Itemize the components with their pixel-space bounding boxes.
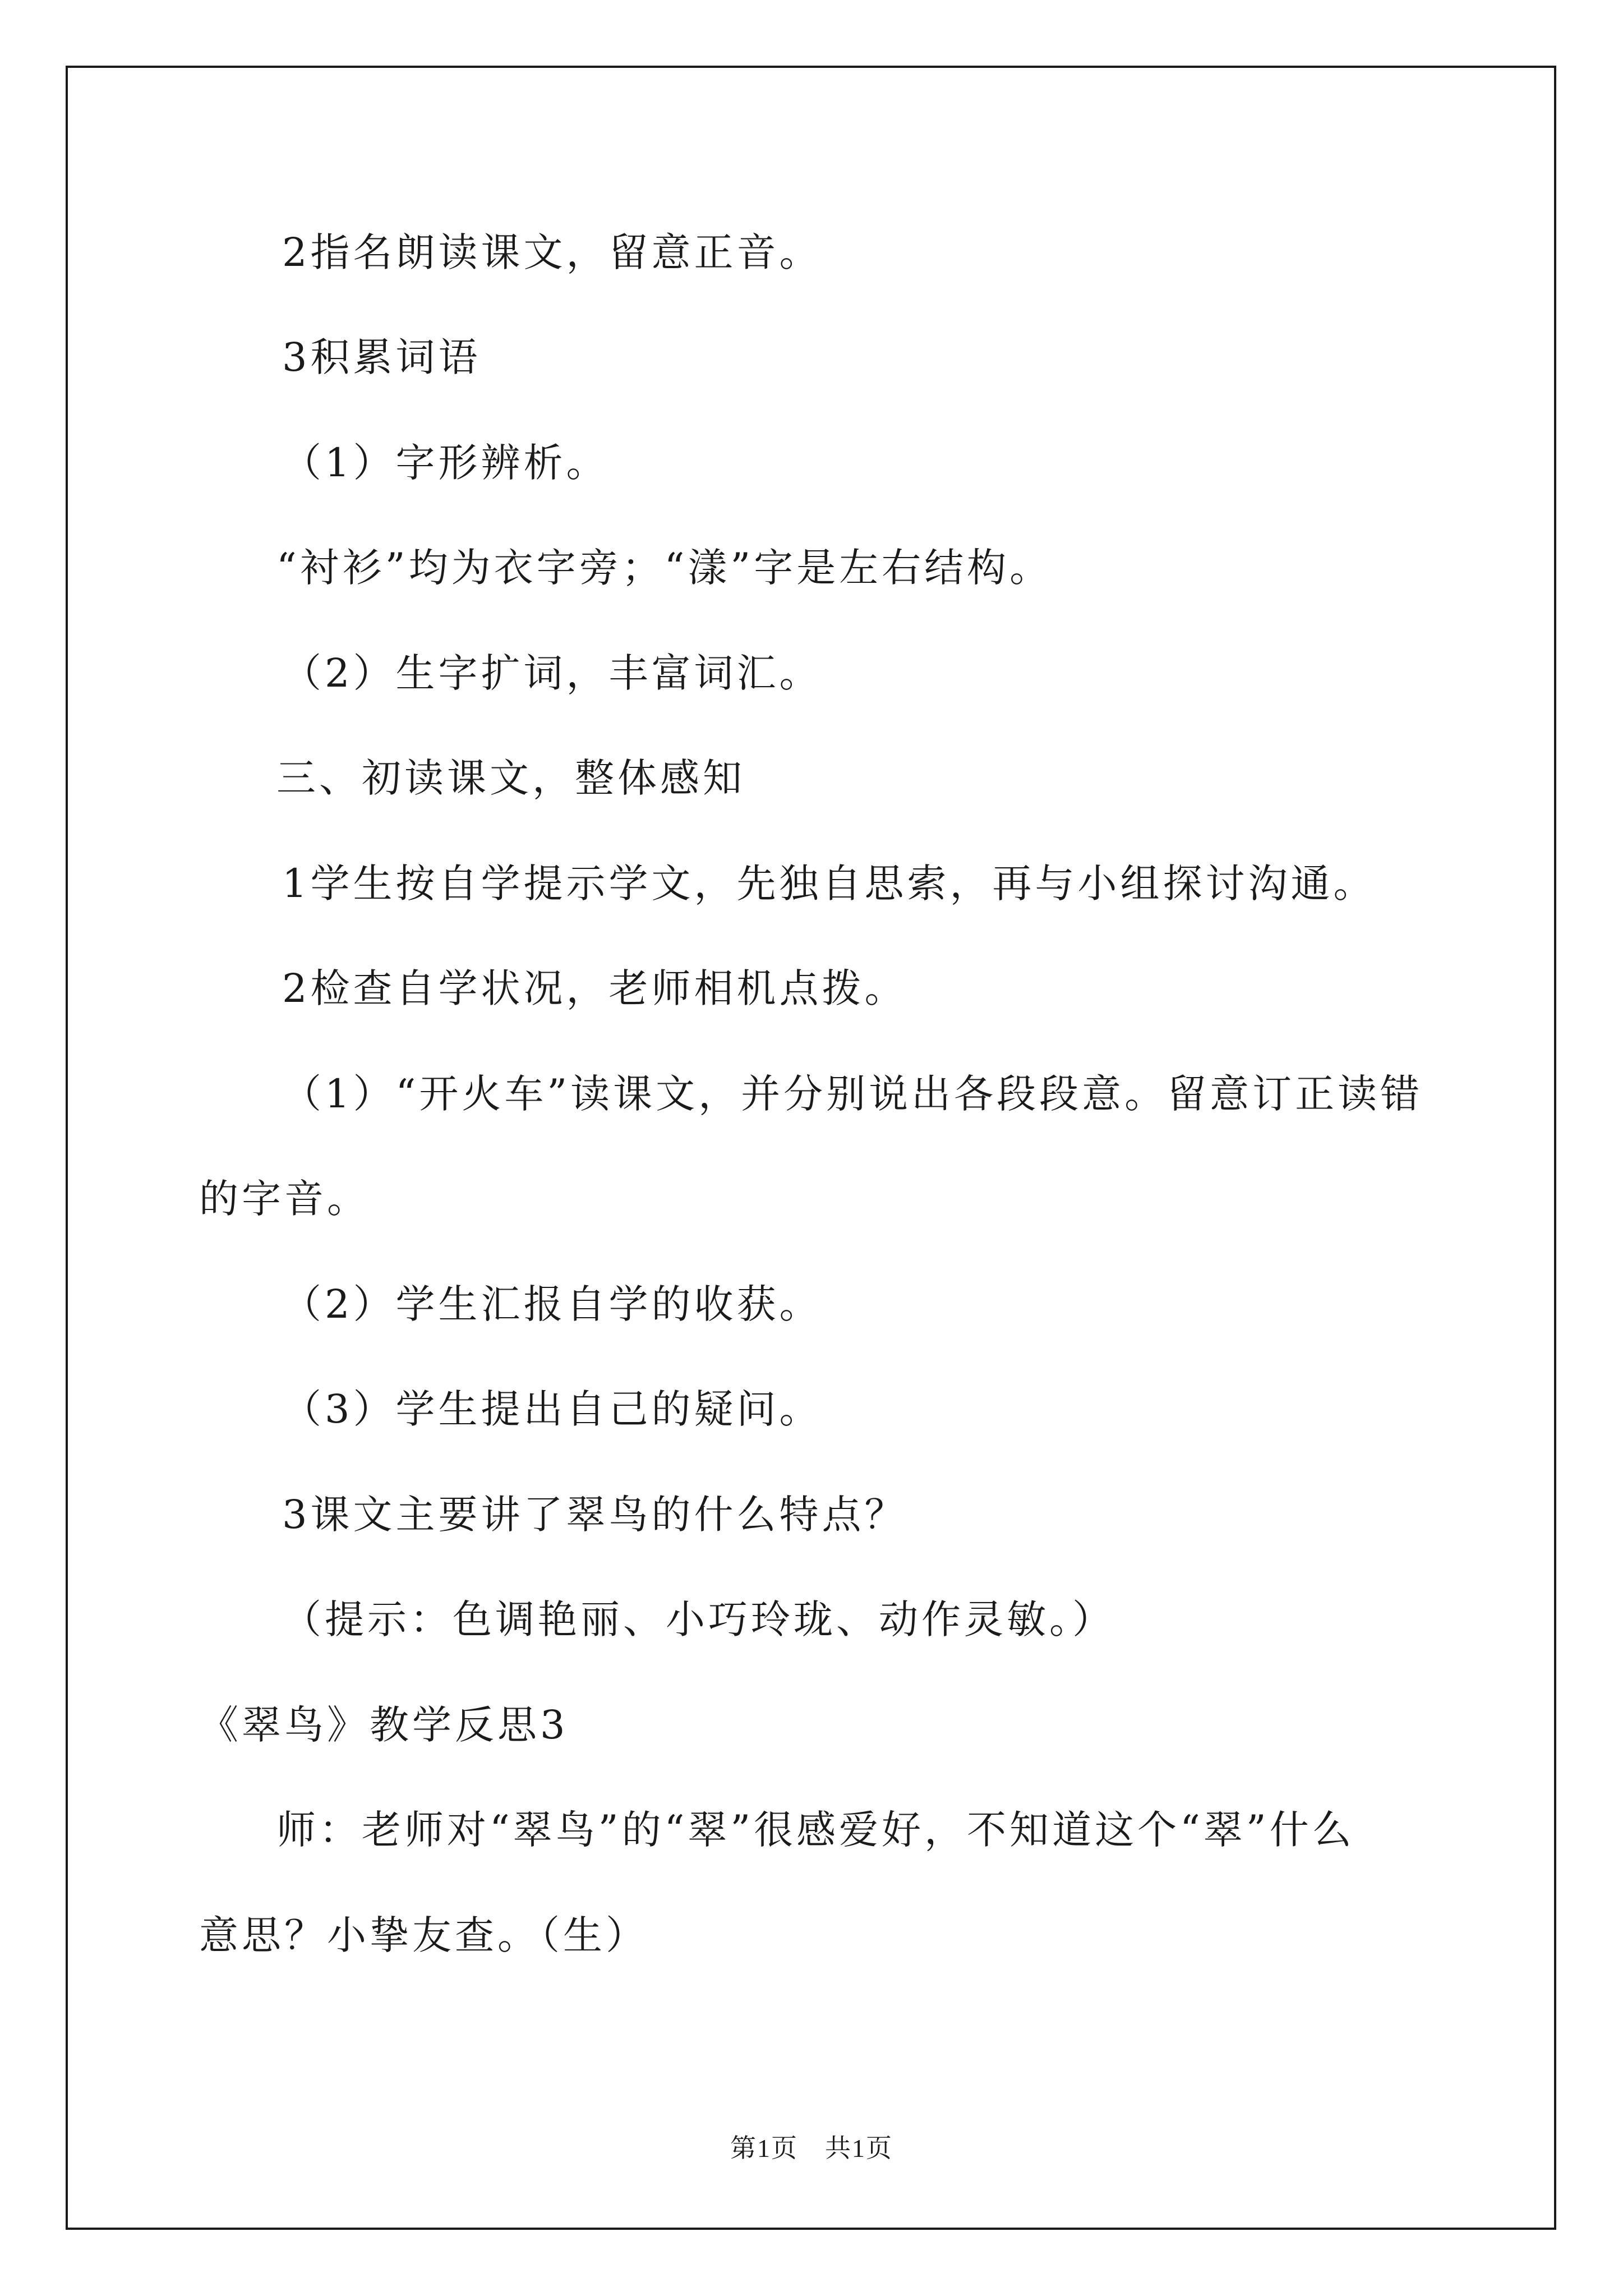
paragraph-line: 2指名朗读课文，留意正音。 xyxy=(282,229,822,275)
paragraph-line: “衬衫”均为衣字旁；“漾”字是左右结构。 xyxy=(276,545,1053,591)
paragraph-line: （提示：色调艳丽、小巧玲珑、动作灵敏。） xyxy=(282,1596,1115,1642)
paragraph-line: （2）学生汇报自学的收获。 xyxy=(282,1281,822,1327)
paragraph-line: 2检查自学状况，老师相机点拨。 xyxy=(282,965,907,1011)
paragraph-line: 3课文主要讲了翠鸟的什么特点？ xyxy=(282,1492,907,1538)
section-heading: 三、初读课文，整体感知 xyxy=(276,755,745,801)
paragraph-line: （3）学生提出自己的疑问。 xyxy=(282,1386,822,1432)
paragraph-line: 师：老师对“翠鸟”的“翠”很感爱好，不知道这个“翠”什么 xyxy=(276,1807,1355,1853)
paragraph-line: （1）字形辨析。 xyxy=(282,440,609,486)
paragraph-line: 3积累词语 xyxy=(282,334,481,380)
section-title: 《翠鸟》教学反思3 xyxy=(199,1702,569,1748)
page-border xyxy=(66,66,1556,2230)
paragraph-line: 1学生按自学提示学文，先独自思索，再与小组探讨沟通。 xyxy=(282,861,1376,907)
paragraph-line: 的字音。 xyxy=(199,1176,370,1222)
paragraph-line: 意思？小挚友查。（生） xyxy=(199,1912,648,1958)
paragraph-line: （2）生字扩词，丰富词汇。 xyxy=(282,650,822,696)
page-number: 第1页 共1页 xyxy=(730,2134,893,2162)
paragraph-line: （1）“开火车”读课文，并分别说出各段段意。留意订正读错 xyxy=(282,1071,1423,1117)
